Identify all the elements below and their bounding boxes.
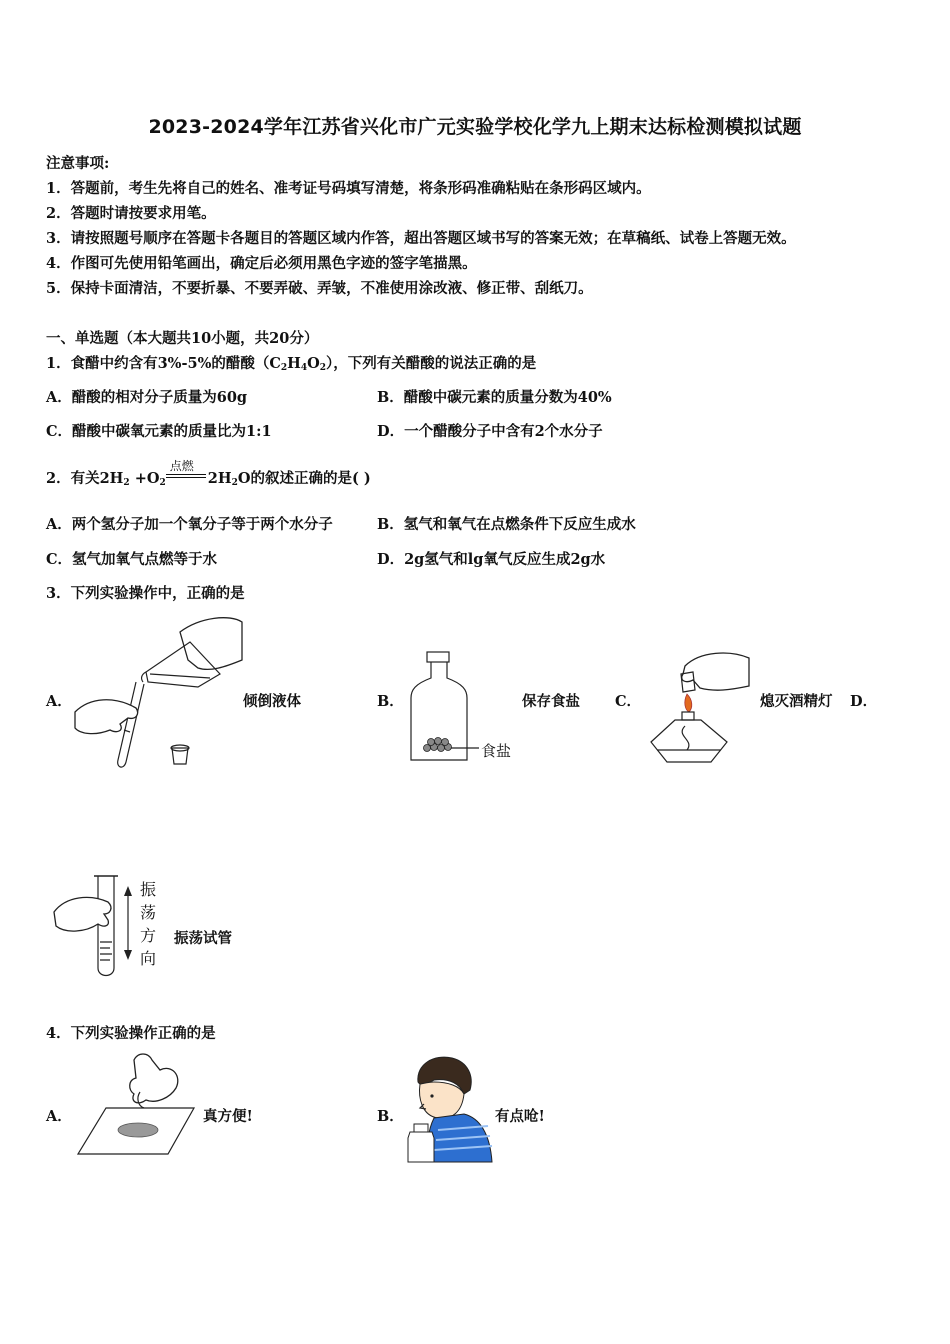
question-4-option-b-label: 有点呛! (495, 1108, 545, 1125)
grab-powder-illustration (76, 1050, 201, 1160)
question-2-option-d[interactable]: D．2g氢气和lg氧气反应生成2g水 (377, 551, 606, 568)
question-3-option-a-label: 倾倒液体 (243, 693, 301, 710)
notice-item: 2．答题时请按要求用笔。 (46, 205, 216, 222)
notice-item: 3．请按照题号顺序在答题卡各题目的答题区域内作答，超出答题区域书写的答案无效；在草稿纸、试卷上答题无效。 (46, 230, 796, 247)
question-3-option-c-label: 熄灭酒精灯 (760, 693, 833, 710)
section-heading: 一、单选题（本大题共10小题，共20分） (46, 330, 319, 347)
notice-heading: 注意事项: (46, 155, 110, 172)
question-2-option-b[interactable]: B．氢气和氧气在点燃条件下反应生成水 (377, 516, 636, 533)
page-title: 2023-2024学年江苏省兴化市广元实验学校化学九上期末达标检测模拟试题 (148, 116, 802, 138)
salt-label: 食盐 (481, 742, 512, 760)
question-1-stem: 1．食醋中约含有3%-5%的醋酸$(C_2H_4O_2)$，下列有关醋酸的说法正确的是 (46, 355, 537, 373)
shake-tube-illustration (52, 872, 132, 980)
question-4-option-a-letter[interactable]: A． (46, 1108, 72, 1125)
question-3-option-d-letter[interactable]: D． (850, 693, 878, 710)
extinguish-lamp-illustration (645, 646, 755, 770)
reaction-condition: 点燃 (166, 471, 208, 485)
question-2-option-a[interactable]: A．两个氢分子加一个氧分子等于两个水分子 (46, 516, 333, 533)
question-4-option-a-label: 真方便! (203, 1108, 253, 1125)
question-1-option-c[interactable]: C．醋酸中碳氧元素的质量比为1:1 (46, 423, 272, 440)
question-3-option-b-label: 保存食盐 (522, 693, 580, 710)
question-2-option-c[interactable]: C．氢气加氧气点燃等于水 (46, 551, 218, 568)
notice-item: 5．保持卡面清洁，不要折暴、不要弄破、弄皱，不准使用涂改液、修正带、刮纸刀。 (46, 280, 593, 297)
question-3-option-d-label: 振荡试管 (174, 930, 232, 947)
notice-item: 4．作图可先使用铅笔画出，确定后必须用黑色字迹的签字笔描黑。 (46, 255, 477, 272)
smell-gas-illustration (404, 1054, 494, 1164)
shake-direction-label: 振 荡 方 向 (140, 880, 157, 968)
question-4-option-b-letter[interactable]: B． (377, 1108, 404, 1125)
question-4-stem: 4．下列实验操作正确的是 (46, 1025, 216, 1042)
notice-item: 1．答题前，考生先将自己的姓名、准考证号码填写清楚，将条形码准确粘贴在条形码区域内。 (46, 180, 651, 197)
question-2-stem: 2．有关$2H_2 +O_2$ 点燃 $2H_2O$的叙述正确的是( ) (46, 459, 371, 488)
question-1-option-d[interactable]: D．一个醋酸分子中含有2个水分子 (377, 423, 603, 440)
question-3-option-c-letter[interactable]: C． (615, 693, 642, 710)
question-1-option-b[interactable]: B．醋酸中碳元素的质量分数为40% (377, 389, 612, 406)
question-3-option-a-letter[interactable]: A． (46, 693, 72, 710)
question-1-option-a[interactable]: A．醋酸的相对分子质量为60g (46, 389, 248, 406)
pour-liquid-illustration (70, 612, 245, 772)
question-3-stem: 3．下列实验操作中，正确的是 (46, 585, 245, 602)
question-3-option-b-letter[interactable]: B． (377, 693, 404, 710)
